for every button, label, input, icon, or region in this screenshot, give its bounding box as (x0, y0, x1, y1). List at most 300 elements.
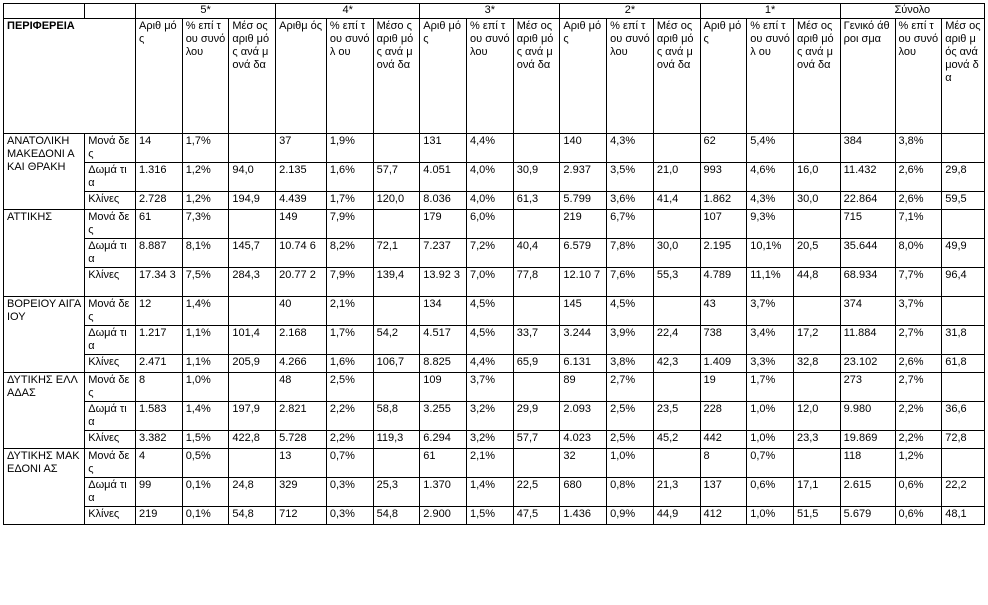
data-cell: 43 (700, 297, 747, 326)
data-cell: 0,8% (607, 478, 654, 507)
data-cell: 11.884 (840, 326, 895, 355)
data-cell: 101,4 (229, 326, 276, 355)
data-cell: 139,4 (373, 268, 420, 297)
data-cell: 3,6% (607, 192, 654, 210)
data-cell: 1,4% (467, 478, 514, 507)
data-cell: 22.864 (840, 192, 895, 210)
column-header: % επί του συνό λου (895, 19, 942, 134)
table-row (4, 163, 985, 192)
data-cell (942, 134, 985, 163)
data-cell: 89 (560, 373, 607, 402)
data-cell: 273 (840, 373, 895, 402)
data-cell: 48 (276, 373, 327, 402)
data-cell: 194,9 (229, 192, 276, 210)
data-cell: 1.217 (135, 326, 182, 355)
data-cell: 3,8% (607, 355, 654, 373)
row-type: Δωμά τια (85, 478, 136, 507)
group-header: 5* (135, 4, 275, 19)
table-row (4, 268, 985, 297)
data-cell (653, 134, 700, 163)
data-cell: 54,2 (373, 326, 420, 355)
data-cell: 149 (276, 210, 327, 239)
data-cell: 2,5% (607, 431, 654, 449)
data-cell: 17.34 3 (135, 268, 182, 297)
data-cell: 228 (700, 402, 747, 431)
data-cell: 8 (135, 373, 182, 402)
data-cell (653, 449, 700, 478)
region-name: ΒΟΡΕΙΟΥ ΑΙΓΑΙΟΥ (4, 297, 85, 373)
data-cell: 0,6% (895, 478, 942, 507)
region-name: ΔΥΤΙΚΗΣ ΕΛΛΑΔΑΣ (4, 373, 85, 449)
data-cell: 4,3% (747, 192, 794, 210)
region-column-header: ΠΕΡΙΦΕΡΕΙΑ (4, 19, 136, 134)
data-cell: 1,4% (182, 297, 229, 326)
table-row (4, 449, 985, 478)
data-cell: 7,5% (182, 268, 229, 297)
data-cell: 2,6% (895, 163, 942, 192)
data-cell: 118 (840, 449, 895, 478)
data-cell (373, 210, 420, 239)
data-cell (793, 373, 840, 402)
data-cell: 13.92 3 (420, 268, 467, 297)
data-cell: 0,7% (747, 449, 794, 478)
data-cell: 0,3% (326, 507, 373, 525)
data-cell: 2.168 (276, 326, 327, 355)
data-cell: 23,5 (653, 402, 700, 431)
data-cell: 12.10 7 (560, 268, 607, 297)
data-cell: 37 (276, 134, 327, 163)
data-cell: 8 (700, 449, 747, 478)
data-cell: 33,7 (513, 326, 560, 355)
data-cell: 35.644 (840, 239, 895, 268)
data-cell: 40,4 (513, 239, 560, 268)
group-header: 1* (700, 4, 840, 19)
data-cell: 0,3% (326, 478, 373, 507)
data-cell: 0,1% (182, 478, 229, 507)
region-name: ΑΤΤΙΚΗΣ (4, 210, 85, 297)
data-cell: 9.980 (840, 402, 895, 431)
data-cell: 49,9 (942, 239, 985, 268)
table-wrapper (3, 3, 985, 525)
data-cell: 4,5% (467, 326, 514, 355)
table-row (4, 478, 985, 507)
data-cell: 0,6% (895, 507, 942, 525)
data-cell: 219 (135, 507, 182, 525)
data-cell: 4 (135, 449, 182, 478)
data-cell: 11.432 (840, 163, 895, 192)
data-cell: 96,4 (942, 268, 985, 297)
data-cell: 94,0 (229, 163, 276, 192)
column-header: Γενικό άθροι σμα (840, 19, 895, 134)
corner-cell (85, 4, 136, 19)
column-header: % επί του συνό λου (182, 19, 229, 134)
data-cell: 1,0% (747, 431, 794, 449)
row-type: Μονά δες (85, 449, 136, 478)
column-header: % επί του συνό λου (607, 19, 654, 134)
row-type: Δωμά τια (85, 326, 136, 355)
data-cell: 1,5% (182, 431, 229, 449)
data-cell: 29,8 (942, 163, 985, 192)
data-cell: 1,0% (182, 373, 229, 402)
data-cell: 7,6% (607, 268, 654, 297)
data-cell (942, 210, 985, 239)
data-cell: 2,2% (895, 431, 942, 449)
data-cell: 30,9 (513, 163, 560, 192)
data-cell (793, 449, 840, 478)
data-cell: 2.471 (135, 355, 182, 373)
data-cell: 1,0% (607, 449, 654, 478)
data-cell: 1,6% (326, 163, 373, 192)
data-cell (513, 449, 560, 478)
data-cell: 22,4 (653, 326, 700, 355)
column-header: Μέσ ος αριθ μός ανά μονά δα (229, 19, 276, 134)
data-cell: 2.821 (276, 402, 327, 431)
data-cell (942, 297, 985, 326)
data-cell (513, 297, 560, 326)
data-cell: 68.934 (840, 268, 895, 297)
data-cell: 11,1% (747, 268, 794, 297)
data-cell: 1,5% (467, 507, 514, 525)
data-cell: 2,1% (467, 449, 514, 478)
table-row (4, 355, 985, 373)
data-cell: 3,7% (747, 297, 794, 326)
table-row (4, 402, 985, 431)
data-cell: 1,1% (182, 355, 229, 373)
data-cell: 1.370 (420, 478, 467, 507)
data-cell: 2.900 (420, 507, 467, 525)
data-cell: 61,8 (942, 355, 985, 373)
data-cell: 20,5 (793, 239, 840, 268)
column-header: Αριθ μός (700, 19, 747, 134)
data-cell: 1.316 (135, 163, 182, 192)
table-row (4, 239, 985, 268)
data-cell: 4.439 (276, 192, 327, 210)
data-cell: 4,4% (467, 355, 514, 373)
data-cell: 2,6% (895, 192, 942, 210)
data-cell: 329 (276, 478, 327, 507)
data-cell: 8.036 (420, 192, 467, 210)
group-header: 4* (276, 4, 420, 19)
row-type: Κλίνες (85, 192, 136, 210)
data-cell: 2,2% (326, 431, 373, 449)
data-cell (793, 134, 840, 163)
data-cell: 4.266 (276, 355, 327, 373)
data-cell: 8,2% (326, 239, 373, 268)
data-cell: 1,7% (182, 134, 229, 163)
data-cell: 2,5% (326, 373, 373, 402)
data-cell: 3,3% (747, 355, 794, 373)
data-cell: 712 (276, 507, 327, 525)
data-cell: 2,7% (607, 373, 654, 402)
data-cell: 145 (560, 297, 607, 326)
data-cell (653, 373, 700, 402)
column-header: Μέσ ος αριθ μός ανά μονά δα (653, 19, 700, 134)
data-cell: 41,4 (653, 192, 700, 210)
data-cell: 6.294 (420, 431, 467, 449)
data-cell: 109 (420, 373, 467, 402)
data-cell: 4.023 (560, 431, 607, 449)
data-cell: 680 (560, 478, 607, 507)
data-cell: 8,0% (895, 239, 942, 268)
data-cell (942, 449, 985, 478)
data-cell (513, 373, 560, 402)
data-cell: 4,0% (467, 163, 514, 192)
data-cell: 4.789 (700, 268, 747, 297)
data-cell: 2,6% (895, 355, 942, 373)
data-cell (793, 210, 840, 239)
data-cell: 384 (840, 134, 895, 163)
data-cell: 106,7 (373, 355, 420, 373)
group-header: 3* (420, 4, 560, 19)
data-cell: 3,4% (747, 326, 794, 355)
data-cell: 219 (560, 210, 607, 239)
data-cell: 6.579 (560, 239, 607, 268)
column-header: Μέσ ος αριθ μός ανά μονά δα (793, 19, 840, 134)
data-cell: 36,6 (942, 402, 985, 431)
data-cell: 44,8 (793, 268, 840, 297)
group-header: 2* (560, 4, 700, 19)
table-row (4, 507, 985, 525)
data-cell: 1,2% (182, 163, 229, 192)
data-cell: 3.382 (135, 431, 182, 449)
data-cell: 3,5% (607, 163, 654, 192)
row-type: Μονά δες (85, 134, 136, 163)
table-row (4, 192, 985, 210)
column-header: Αριθ μός (420, 19, 467, 134)
data-cell: 59,5 (942, 192, 985, 210)
data-cell: 99 (135, 478, 182, 507)
group-header-row (4, 4, 985, 19)
data-cell: 5.679 (840, 507, 895, 525)
group-header: Σύνολο (840, 4, 984, 19)
data-cell: 21,3 (653, 478, 700, 507)
data-cell: 10,1% (747, 239, 794, 268)
data-cell (793, 297, 840, 326)
data-cell: 2.937 (560, 163, 607, 192)
data-cell (942, 373, 985, 402)
data-cell: 72,1 (373, 239, 420, 268)
data-cell (373, 449, 420, 478)
data-cell (229, 134, 276, 163)
data-cell: 61,3 (513, 192, 560, 210)
data-cell: 2.093 (560, 402, 607, 431)
data-cell: 3,9% (607, 326, 654, 355)
data-cell: 6,0% (467, 210, 514, 239)
table-row (4, 134, 985, 163)
column-header: Αριθμ ός (276, 19, 327, 134)
column-header: Μέσ ος αριθ μός ανά μονά δα (513, 19, 560, 134)
data-cell: 4,6% (747, 163, 794, 192)
data-cell: 45,2 (653, 431, 700, 449)
data-cell: 179 (420, 210, 467, 239)
row-type: Μονά δες (85, 373, 136, 402)
table-row (4, 373, 985, 402)
data-cell: 1,4% (182, 402, 229, 431)
data-cell: 1,0% (747, 507, 794, 525)
data-cell: 48,1 (942, 507, 985, 525)
row-type: Κλίνες (85, 355, 136, 373)
data-cell: 1,0% (747, 402, 794, 431)
data-cell: 1,7% (326, 192, 373, 210)
data-cell: 2,5% (607, 402, 654, 431)
row-type: Μονά δες (85, 297, 136, 326)
data-cell: 120,0 (373, 192, 420, 210)
column-header: % επί του συνόλ ου (326, 19, 373, 134)
data-cell: 107 (700, 210, 747, 239)
data-cell: 993 (700, 163, 747, 192)
region-name: ΑΝΑΤΟΛΙΚΗ ΜΑΚΕΔΟΝΙ Α ΚΑΙ ΘΡΑΚΗ (4, 134, 85, 210)
data-cell: 119,3 (373, 431, 420, 449)
data-cell: 1,1% (182, 326, 229, 355)
data-cell: 374 (840, 297, 895, 326)
data-cell: 738 (700, 326, 747, 355)
data-cell (373, 134, 420, 163)
column-header: % επί του συνό λου (467, 19, 514, 134)
data-cell: 1.583 (135, 402, 182, 431)
data-cell (229, 373, 276, 402)
data-cell: 2,2% (895, 402, 942, 431)
data-cell: 3,7% (467, 373, 514, 402)
data-cell: 2,7% (895, 373, 942, 402)
data-cell: 19 (700, 373, 747, 402)
data-cell: 1.409 (700, 355, 747, 373)
data-cell: 22,2 (942, 478, 985, 507)
data-cell: 137 (700, 478, 747, 507)
data-cell: 7,3% (182, 210, 229, 239)
data-cell: 21,0 (653, 163, 700, 192)
data-cell (373, 297, 420, 326)
data-cell: 30,0 (793, 192, 840, 210)
data-cell: 42,3 (653, 355, 700, 373)
table-row (4, 326, 985, 355)
data-cell: 7,1% (895, 210, 942, 239)
data-cell: 8,1% (182, 239, 229, 268)
data-cell: 10.74 6 (276, 239, 327, 268)
table-row (4, 210, 985, 239)
data-cell: 205,9 (229, 355, 276, 373)
data-cell: 25,3 (373, 478, 420, 507)
data-cell: 4,0% (467, 192, 514, 210)
row-type: Κλίνες (85, 431, 136, 449)
data-cell: 4,4% (467, 134, 514, 163)
data-cell (653, 210, 700, 239)
region-name: ΔΥΤΙΚΗΣ ΜΑΚΕΔΟΝΙ ΑΣ (4, 449, 85, 525)
data-cell (513, 210, 560, 239)
data-cell: 3,2% (467, 431, 514, 449)
data-cell: 12,0 (793, 402, 840, 431)
data-cell: 1,2% (182, 192, 229, 210)
data-cell: 23,3 (793, 431, 840, 449)
data-cell: 14 (135, 134, 182, 163)
data-cell: 4,5% (607, 297, 654, 326)
data-cell: 4,3% (607, 134, 654, 163)
data-cell (513, 134, 560, 163)
row-type: Δωμά τια (85, 239, 136, 268)
data-cell: 5.728 (276, 431, 327, 449)
data-cell: 61 (135, 210, 182, 239)
data-cell: 4.517 (420, 326, 467, 355)
row-type: Δωμά τια (85, 163, 136, 192)
data-cell: 29,9 (513, 402, 560, 431)
data-cell: 7.237 (420, 239, 467, 268)
data-cell: 57,7 (513, 431, 560, 449)
data-cell (229, 297, 276, 326)
data-cell: 6,7% (607, 210, 654, 239)
data-cell: 1.862 (700, 192, 747, 210)
row-type: Δωμά τια (85, 402, 136, 431)
data-cell: 2.728 (135, 192, 182, 210)
data-cell: 20.77 2 (276, 268, 327, 297)
data-cell: 3,2% (467, 402, 514, 431)
data-cell: 2,2% (326, 402, 373, 431)
data-cell: 58,8 (373, 402, 420, 431)
data-cell: 55,3 (653, 268, 700, 297)
data-cell: 32,8 (793, 355, 840, 373)
table-row (4, 297, 985, 326)
data-cell: 2.615 (840, 478, 895, 507)
data-cell: 40 (276, 297, 327, 326)
data-cell: 131 (420, 134, 467, 163)
data-cell: 7,9% (326, 210, 373, 239)
data-cell: 284,3 (229, 268, 276, 297)
data-cell: 16,0 (793, 163, 840, 192)
data-cell: 77,8 (513, 268, 560, 297)
column-header: Μέσο ς αριθ μός ανά μονά δα (373, 19, 420, 134)
subheader-row (4, 19, 985, 134)
data-cell: 145,7 (229, 239, 276, 268)
data-cell: 30,0 (653, 239, 700, 268)
table-body (4, 4, 985, 525)
data-cell: 47,5 (513, 507, 560, 525)
data-cell: 44,9 (653, 507, 700, 525)
column-header: % επί του συνόλ ου (747, 19, 794, 134)
data-cell: 7,8% (607, 239, 654, 268)
data-cell: 140 (560, 134, 607, 163)
row-type: Μονά δες (85, 210, 136, 239)
data-cell (229, 449, 276, 478)
data-cell: 4.051 (420, 163, 467, 192)
data-cell: 61 (420, 449, 467, 478)
data-cell: 0,7% (326, 449, 373, 478)
data-cell: 8.825 (420, 355, 467, 373)
data-cell: 7,9% (326, 268, 373, 297)
data-cell: 12 (135, 297, 182, 326)
data-cell: 51,5 (793, 507, 840, 525)
data-cell: 65,9 (513, 355, 560, 373)
data-cell: 1,9% (326, 134, 373, 163)
data-cell: 3,8% (895, 134, 942, 163)
data-cell: 31,8 (942, 326, 985, 355)
data-cell (229, 210, 276, 239)
data-cell: 197,9 (229, 402, 276, 431)
data-cell (653, 297, 700, 326)
data-cell: 2.135 (276, 163, 327, 192)
regional-accommodation-table (3, 3, 985, 525)
data-cell: 4,5% (467, 297, 514, 326)
data-cell: 22,5 (513, 478, 560, 507)
data-cell: 57,7 (373, 163, 420, 192)
data-cell: 19.869 (840, 431, 895, 449)
data-cell: 23.102 (840, 355, 895, 373)
data-cell: 3.244 (560, 326, 607, 355)
data-cell: 715 (840, 210, 895, 239)
data-cell: 0,6% (747, 478, 794, 507)
data-cell: 54,8 (229, 507, 276, 525)
data-cell: 0,5% (182, 449, 229, 478)
data-cell: 7,0% (467, 268, 514, 297)
data-cell: 0,9% (607, 507, 654, 525)
data-cell: 422,8 (229, 431, 276, 449)
